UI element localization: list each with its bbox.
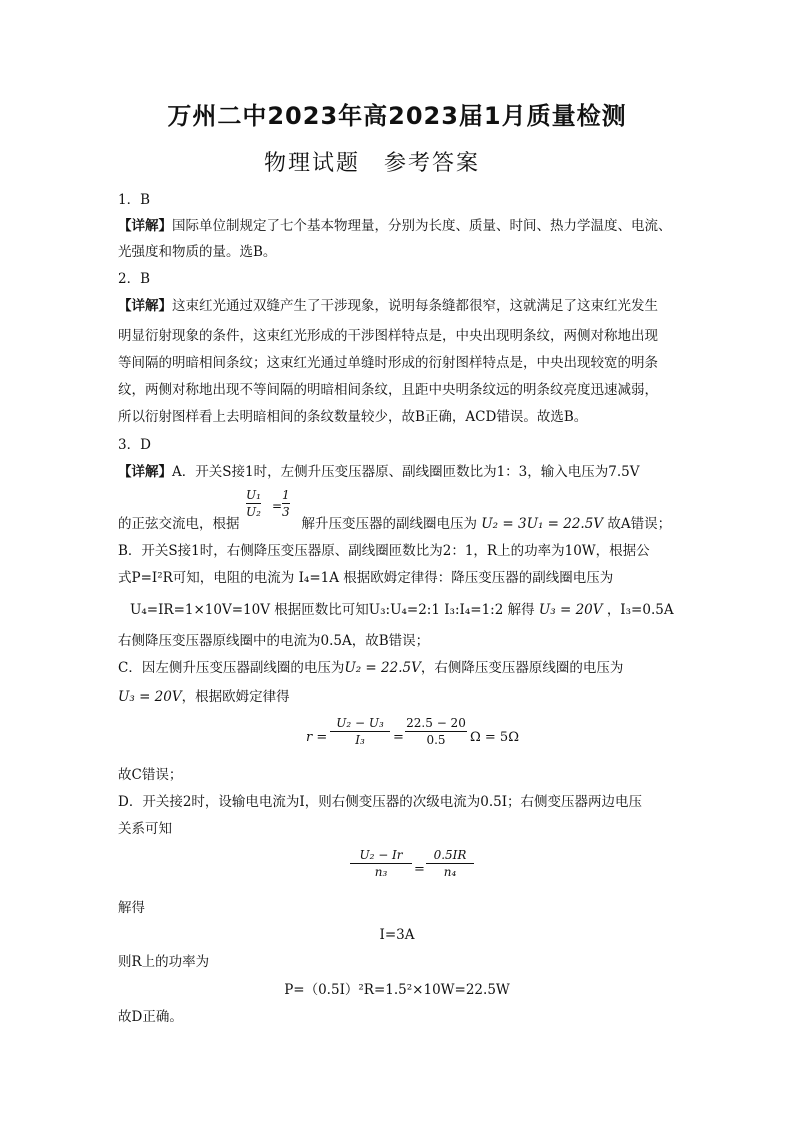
q1-text-1: 国际单位制规定了七个基本物理量，分别为长度、质量、时间、热力学温度、电流、 [172,218,672,234]
q3-c-text-2: U₃ = 20V，根据欧姆定律得 [118,689,290,705]
q1-tag: 【详解】 [118,218,172,234]
q3-eq-u3: U₃ = 20V [538,602,603,618]
q3-d-text-2: 关系可知 [118,821,172,837]
q3-d-text-1: D．开关接2时，设输电电流为I，则右侧变压器的次级电流为0.5I；右侧变压器两边电压 [118,794,643,810]
q2-text-1: 这束红光通过双缝产生了干涉现象，说明每条缝都很窄，这就满足了这束红光发生 [172,298,658,314]
q2-tag: 【详解】 [118,298,172,314]
q3-b-text-1: B．开关S接1时，右侧降压变压器原、副线圈匝数比为2：1，R上的功率为10W，根据公 [118,543,650,559]
q3-tag: 【详解】 [118,464,172,480]
q2-text-2: 明显衍射现象的条件，这束红光形成的干涉图样特点是，中央出现明条纹，两侧对称地出现 [118,328,658,344]
q3-c-text-1: C．因左侧升压变压器副线圈的电压为U₂ = 22.5V，右侧降压变压器原线圈的电压为 [118,660,624,676]
q2-text-5: 所以衍射图样看上去明暗相间的条纹数量较少，故B正确，ACD错误。故选B。 [118,409,588,425]
q1-answer: 1．B [118,192,151,208]
q3-option-a-line1 [118,463,639,481]
q3-b-text-3: U₄=IR=1×10V=10V 根据匝数比可知U₃:U₄=2:1 I₃:I₄=1:2 解得 U₃ = 20V ，I₃=0.5A [130,602,674,618]
q3-d-text-6: 则R上的功率为 [118,954,210,970]
q2-explanation-line [118,297,658,315]
q3-d-formula-frac2: 0.5IR n₄ [426,848,474,879]
q2-answer: 2．B [118,271,151,287]
q3-a-text-1: A．开关S接1时，左侧升压变压器原、副线圈匝数比为1：3，输入电压为7.5V [172,464,640,480]
q3-answer: 3．D [118,437,151,453]
q2-text-3: 等间隔的明暗相间条纹；这束红光通过单缝时形成的衍射图样特点是，中央出现较宽的明条 [118,355,658,371]
q3-d-text-8: 故D正确。 [118,1009,183,1025]
q3-d-text-4: 解得 [118,900,145,916]
q3-ratio-equals: = [272,499,283,513]
q3-d-formula-eq: = [414,862,425,877]
q2-text-4: 纹，两侧对称地出现不等间隔的明暗相间条纹，且距中央明条纹远的明条纹亮度迅速减弱， [118,382,658,398]
q3-eq-u2: U₂ = 3U₁ = 22.5V [481,516,604,532]
document-subtitle: 物理试题 参考答案 [264,151,481,176]
q3-c-formula-frac1: U₂ − U₃ I₃ [330,716,390,747]
q3-c-formula-eq: = [393,730,404,745]
q3-option-a-line2: 的正弦交流电，根据 解升压变压器的副线圈电压为 U₂ = 3U₁ = 22.5V 故A错误； [118,516,672,532]
q3-c-formula-rhs: Ω = 5Ω [470,730,519,745]
q3-c-text-4: 故C错误； [118,767,183,783]
q3-ratio-fraction-left: U₁ U₂ [246,488,261,519]
q3-c-formula-frac2: 22.5 − 20 0.5 [406,716,466,747]
q1-text-2: 光强度和物质的量。选B。 [118,244,277,260]
q3-c-formula-lhs: r = [306,730,328,745]
q3-d-result-current: I=3A [379,927,415,943]
q3-b-text-4: 右侧降压变压器原线圈中的电流为0.5A，故B错误； [118,633,430,649]
q3-d-formula-frac1: U₂ − Ir n₃ [350,848,412,879]
q3-ratio-fraction-right: 1 3 [282,488,290,519]
q3-b-text-2: 式P=I²R可知，电阻的电流为 I₄=1A 根据欧姆定律得：降压变压器的副线圈电压为 [118,570,614,586]
q1-explanation-line [118,217,672,235]
document-title: 万州二中2023年高2023届1月质量检测 [167,102,627,130]
q3-d-result-power: P=（0.5I）²R=1.5²×10W=22.5W [284,982,510,998]
